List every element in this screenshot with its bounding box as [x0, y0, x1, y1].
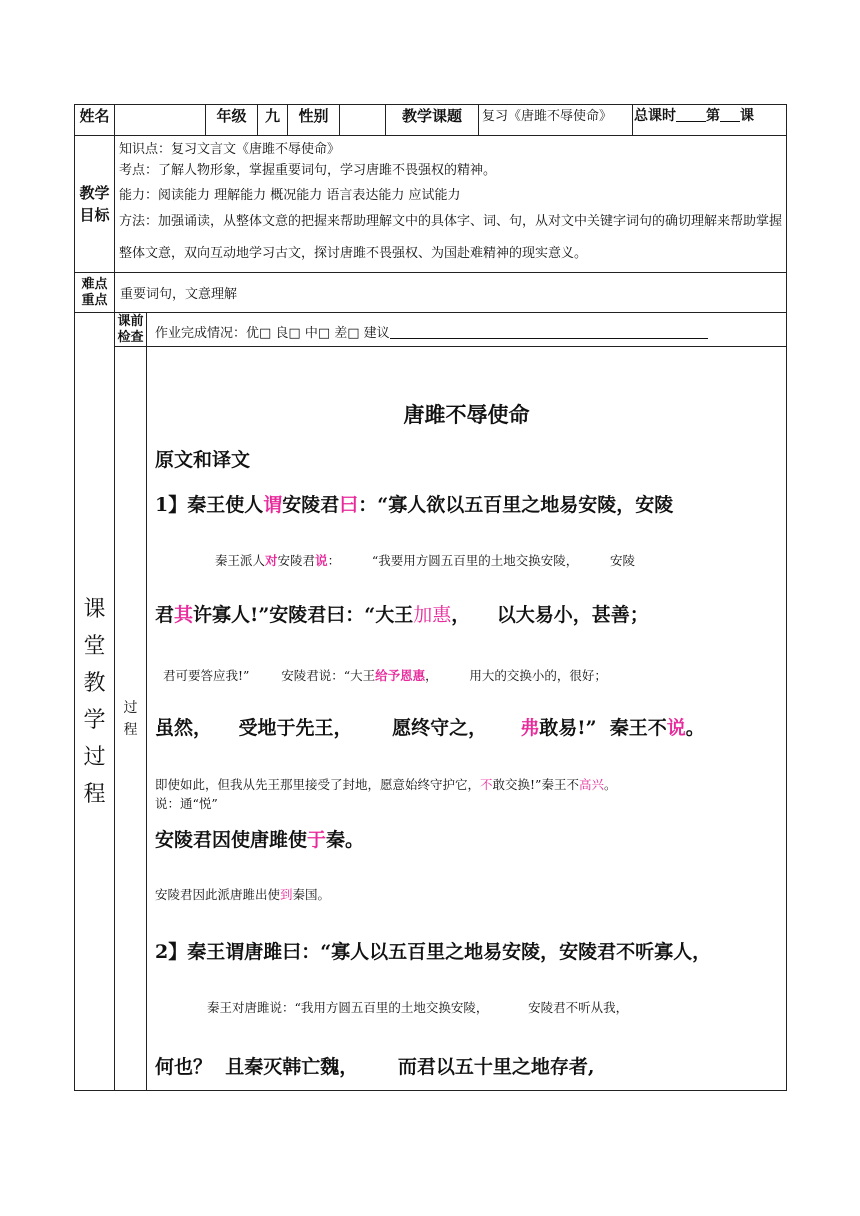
goals-label-text: 教学目标 [79, 184, 110, 224]
gender-label: 性别 [288, 105, 340, 136]
translation-line-1 [215, 551, 635, 569]
original-line-3 [155, 713, 705, 740]
classroom-label-text: 课堂教学过程 [83, 596, 106, 807]
highlight-word: 曰 [339, 494, 359, 516]
total-lessons [633, 105, 787, 136]
total-lessons-label: 总课时 [634, 108, 676, 124]
classroom-label [75, 313, 115, 1091]
difficulty-label [75, 273, 115, 313]
highlight-word: 说 [315, 553, 328, 568]
seg: ， 用大的交换小的，很好； [425, 668, 607, 683]
di-label: 第 [706, 108, 720, 124]
seg: ：“寡人欲以五百里之地易安陵，安陵 [358, 494, 674, 516]
seg: 安陵君因使唐雎使 [155, 829, 308, 851]
seg: 。 [685, 717, 705, 739]
gender-value [340, 105, 386, 136]
seg: 秦国。 [292, 887, 331, 902]
text-subtitle: 原文和译文 [155, 449, 251, 471]
highlight-word: 其 [174, 604, 194, 626]
seg: 君 [155, 604, 175, 626]
highlight-word: 高兴 [578, 777, 604, 792]
highlight-word: 谓 [263, 494, 283, 516]
name-value [115, 105, 206, 136]
seg: 安陵君因此派唐雎出使 [155, 887, 281, 902]
goals-content [115, 136, 787, 273]
difficulty-row [75, 273, 787, 313]
note-line: 说：通“悦” [155, 796, 218, 811]
seg: 秦王派人 [215, 553, 266, 568]
precheck-label [115, 313, 147, 347]
total-blank [676, 108, 706, 122]
original-line-6: 何也？ 且秦灭韩亡魏， 而君以五十里之地存者, [155, 1056, 595, 1078]
lesson-blank [720, 108, 740, 122]
highlight-word: 对 [265, 553, 278, 568]
name-label: 姓名 [75, 105, 115, 136]
highlight-word: 不 [480, 777, 493, 792]
lesson-label: 课 [740, 108, 754, 124]
seg: 。 [603, 777, 617, 792]
text-title: 唐雎不辱使命 [403, 402, 530, 427]
seg: 1】秦王使人 [155, 494, 264, 516]
original-line-4 [155, 825, 364, 852]
difficulty-content: 重要词句，文意理解 [115, 273, 787, 313]
translation-line-4 [155, 885, 330, 903]
highlight-word: 说 [666, 717, 686, 739]
highlight-word: 加惠 [413, 604, 452, 626]
precheck-label-text: 课前检查 [117, 313, 144, 345]
translation-line-5: 秦王对唐雎说：“我用方圆五百里的土地交换安陵， 安陵君不听从我， [207, 1000, 629, 1015]
translation-line-2 [163, 666, 607, 684]
precheck-content [147, 313, 787, 347]
original-line-5: 2】秦王谓唐雎曰：“寡人以五百里之地易安陵，安陵君不听寡人， [155, 941, 712, 963]
difficulty-label-text: 难点重点 [81, 276, 108, 308]
original-line-1 [155, 490, 673, 517]
lesson-plan-table [74, 104, 787, 1091]
subject-label: 教学课题 [386, 105, 479, 136]
goal-method: 方法：加强诵读，从整体文意的把握来帮助理解文中的具体字、词、句，从对文中关键字词句的确切理解来帮助掌握整体文意，双向互动地学习古文，探讨唐雎不畏强权、为国赴难精神的现实意义。 [119, 214, 783, 261]
translation-line-3 [155, 775, 616, 793]
seg: 君可要答应我!” 安陵君说：“大王 [163, 668, 376, 683]
goal-knowledge: 知识点：复习文言文《唐雎不辱使命》 [119, 142, 341, 157]
process-row [75, 347, 787, 1091]
seg: ， 以大易小，甚善； [451, 604, 649, 626]
seg: ： “我要用方圆五百里的土地交换安陵， 安陵 [327, 553, 636, 568]
seg: 敢易!” 秦王不 [539, 717, 667, 739]
goals-row [75, 136, 787, 273]
seg: 安陵君 [277, 553, 316, 568]
seg: 秦。 [326, 829, 365, 851]
subject-value: 复习《唐雎不辱使命》 [479, 105, 633, 136]
process-label [115, 347, 147, 1091]
seg: 虽然， 受地于先王， 愿终守之， [155, 717, 521, 739]
grade-label: 年级 [206, 105, 258, 136]
process-label-text: 过程 [123, 699, 138, 738]
goal-ability: 能力：阅读能力 理解能力 概况能力 语言表达能力 应试能力 [119, 188, 461, 203]
precheck-text: 作业完成情况：优□ 良□ 中□ 差□ 建议 [155, 326, 390, 341]
seg: 即使如此，但我从先王那里接受了封地，愿意始终守护它， [155, 777, 481, 792]
highlight-word: 于 [307, 829, 327, 851]
seg: 许寡人!”安陵君曰：“大王 [193, 604, 414, 626]
header-row [75, 105, 787, 136]
seg: 安陵君 [282, 494, 340, 516]
grade-value: 九 [258, 105, 288, 136]
process-content [147, 347, 787, 1091]
seg: 敢交换!”秦王不 [492, 777, 579, 792]
highlight-word: 弗 [520, 717, 540, 739]
highlight-word: 到 [280, 887, 293, 902]
original-line-2 [155, 600, 649, 627]
suggestion-line [390, 327, 708, 339]
goal-exam: 考点：了解人物形象，掌握重要词句，学习唐雎不畏强权的精神。 [119, 163, 497, 178]
goals-label [75, 136, 115, 273]
highlight-word: 给予恩惠 [375, 668, 426, 683]
precheck-row [75, 313, 787, 347]
